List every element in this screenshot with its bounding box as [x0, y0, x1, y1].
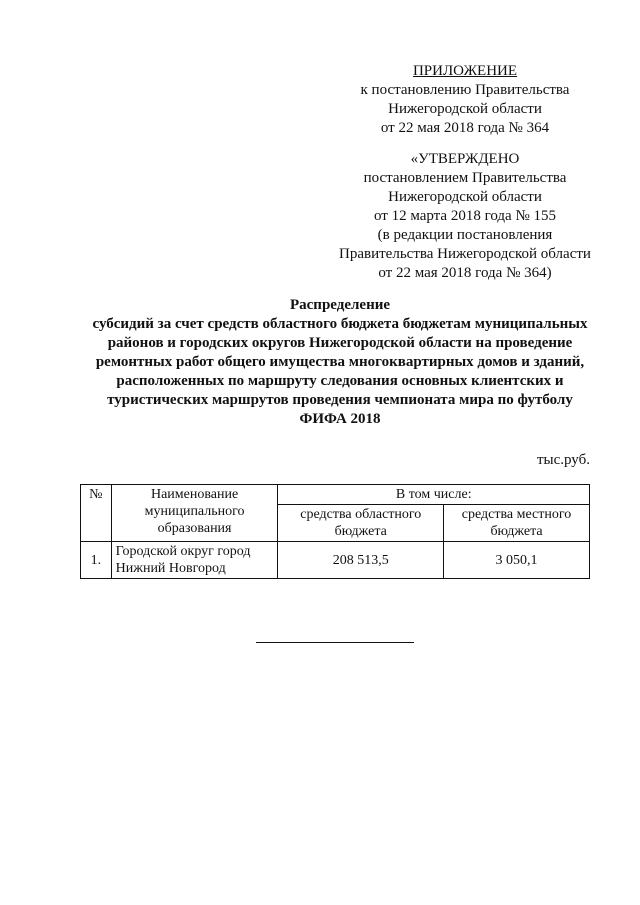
header-number: №	[81, 485, 112, 542]
appendix-line: от 22 мая 2018 года № 364	[380, 120, 550, 136]
heading-line: Распределение	[289, 297, 391, 313]
appendix-title: ПРИЛОЖЕНИЕ	[412, 63, 518, 79]
row-municipality: Городской округ город Нижний Новгород	[111, 542, 278, 579]
approval-line: постановлением Правительства	[363, 170, 567, 186]
approval-line: Нижегородской области	[388, 189, 542, 205]
approval-line: (в редакции постановления	[377, 227, 553, 243]
row-regional-amount: 208 513,5	[278, 542, 444, 579]
approval-line: от 22 мая 2018 года № 364)	[378, 265, 552, 281]
table-row	[81, 542, 590, 579]
distribution-table	[80, 484, 590, 579]
heading-line: туристических маршрутов проведения чемпионата мира по футболу	[107, 392, 573, 408]
header-regional-budget: средства областного бюджета	[278, 505, 444, 542]
approval-block	[300, 150, 630, 283]
approval-line: «УТВЕРЖДЕНО	[410, 151, 520, 167]
appendix-block	[300, 62, 630, 138]
row-local-amount: 3 050,1	[444, 542, 590, 579]
units-label: тыс.руб.	[536, 452, 590, 468]
document-heading	[70, 296, 610, 429]
header-municipality: Наименование муниципального образования	[111, 485, 278, 542]
appendix-line: Нижегородской области	[388, 101, 542, 117]
heading-line: ФИФА 2018	[299, 411, 381, 427]
heading-line: ремонтных работ общего имущества многоквартирных домов и зданий,	[95, 354, 585, 370]
heading-line: субсидий за счет средств областного бюджета бюджетам муниципальных	[92, 316, 588, 332]
table-header-row	[81, 485, 590, 505]
approval-line: Правительства Нижегородской области	[339, 246, 591, 262]
heading-line: расположенных по маршруту следования основных клиентских и	[116, 373, 564, 389]
approval-line: от 12 марта 2018 года № 155	[373, 208, 557, 224]
appendix-line: к постановлению Правительства	[360, 82, 570, 98]
separator-line	[256, 642, 414, 643]
header-local-budget: средства местного бюджета	[444, 505, 590, 542]
heading-line: районов и городских округов Нижегородской области на проведение	[107, 335, 573, 351]
row-number: 1.	[81, 542, 112, 579]
header-including: В том числе:	[278, 485, 590, 505]
